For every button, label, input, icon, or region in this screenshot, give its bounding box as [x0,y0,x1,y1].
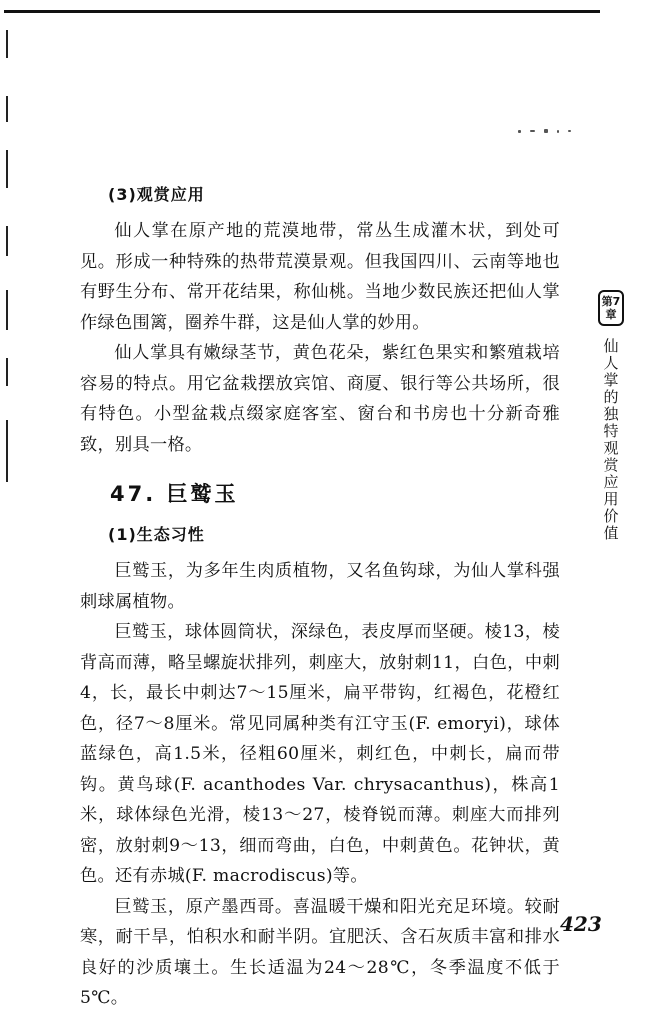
use-heading: (3)观赏应用 [108,185,205,204]
species-heading: 47. 巨鹫玉 [110,482,239,506]
ecology-paragraph-3: 巨鹫玉，原产墨西哥。喜温暖干燥和阳光充足环境。较耐寒，耐干旱，怕积水和耐半阴。宜肥沃、含石灰质丰富和排水良好的沙质壤土。生长适温为24～28℃，冬季温度不低于5℃。 [80,896,560,1008]
header-rule [4,10,600,13]
binding-mark [6,96,8,122]
use-paragraph-2: 仙人掌具有嫩绿茎节，黄色花朵，紫红色果实和繁殖栽培容易的特点。用它盆栽摆放宾馆、商厦、银行等公共场所，很有特色。小型盆栽点缀家庭客室、窗台和书房也十分新奇雅致，别具一格。 [80,343,560,455]
scan-speckle [518,124,588,138]
ecology-heading: (1)生态习性 [108,525,205,544]
binding-mark [6,226,8,256]
ecology-paragraph-2: 巨鹫玉，球体圆筒状，深绿色，表皮厚而坚硬。棱13，棱背高而薄，略呈螺旋状排列，刺座大，放射刺11，白色，中刺4，长，最长中刺达7～15厘米，扁平带钩，红褐色，花橙红色，径7～8厘米。常见同属种类有江守玉(F. emoryi)，球体蓝绿色，高1.5米，径粗60厘米，刺红色，中刺长，扁而带钩。黄鸟球(F. acanthodes Var. chrysacanthus)，株高1米，球体绿色光滑，棱13～27，棱脊锐而薄。刺座大而排列密，放射刺9～13，细而弯曲，白色，中刺黄色。花钟状，黄色。还有赤城(F. macrodiscus)等。 [80,622,560,886]
binding-mark [6,150,8,188]
chapter-badge: 第7章 [598,290,624,326]
binding-mark [6,358,8,386]
page-body [80,184,560,1014]
chapter-side-tab [594,290,628,542]
use-paragraph-1: 仙人掌在原产地的荒漠地带，常丛生成灌木状，到处可见。形成一种特殊的热带荒漠景观。但我国四川、云南等地也有野生分布、常开花结果，称仙桃。当地少数民族还把仙人掌作绿色围篱，圈养牛群，这是仙人掌的妙用。 [80,221,560,333]
page-number: 423 [560,912,602,936]
ecology-paragraph-1: 巨鹫玉，为多年生肉质植物，又名鱼钩球，为仙人掌科强刺球属植物。 [80,561,560,612]
binding-mark [6,290,8,330]
binding-mark [6,420,8,482]
binding-mark [6,30,8,58]
chapter-title: 仙人掌的独特观赏应用价值 [603,337,619,542]
